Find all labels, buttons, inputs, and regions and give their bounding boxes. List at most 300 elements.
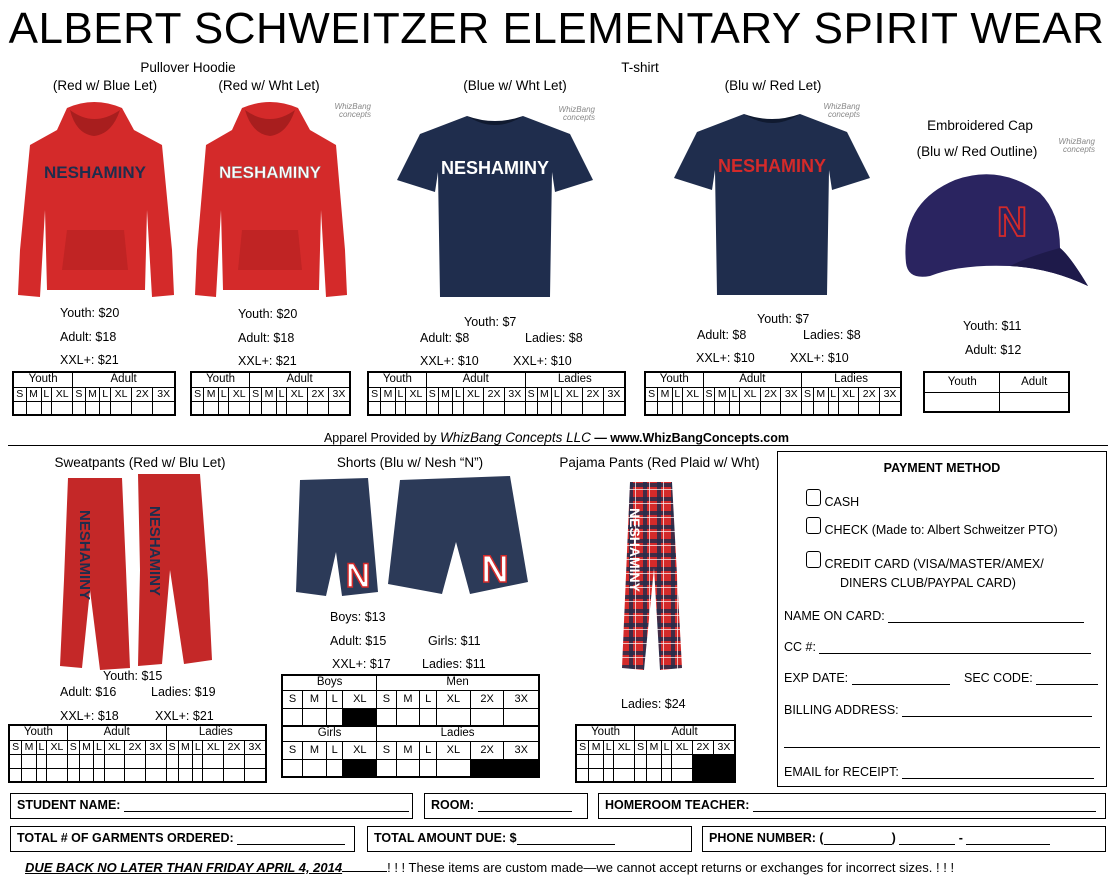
qty-cell[interactable] [145,768,166,782]
size-label: 2X [308,387,329,401]
sec-code-field[interactable] [964,671,1098,685]
homeroom-teacher-field[interactable] [598,793,1106,819]
qty-cell[interactable] [576,768,589,782]
cc-number-label: CC #: [784,640,816,654]
size-label: M [396,690,420,708]
qty-cell[interactable] [453,401,463,415]
shorts-size-table [281,674,540,778]
qty-cell[interactable] [537,401,552,415]
group-youth: Youth [191,372,250,387]
billing-address-line[interactable] [902,716,1092,717]
qty-cell[interactable] [224,754,245,768]
qty-cell[interactable] [52,401,73,415]
tshirt1-price-adult: Adult: $8 [420,331,470,345]
qty-cell[interactable] [328,401,350,415]
size-label: M [647,740,662,754]
tshirt1-price-xxl-ladies: XXL+: $10 [513,354,572,368]
group-youth: Youth [645,372,703,387]
qty-cell[interactable] [802,401,814,415]
qty-cell[interactable] [828,401,838,415]
qty-cell[interactable] [377,708,396,726]
qty-cell[interactable] [635,768,647,782]
qty-cell[interactable] [715,401,730,415]
room-line[interactable] [478,811,572,812]
qty-cell[interactable] [229,401,250,415]
homeroom-teacher-label: HOMEROOM TEACHER: [605,798,750,812]
size-label: M [381,387,396,401]
size-label: S [525,387,537,401]
tshirt-brand-text: NESHAMINY [717,156,827,176]
qty-cell[interactable] [562,401,583,415]
size-label: 2X [760,387,781,401]
total-amount-label: TOTAL AMOUNT DUE: $ [374,831,517,845]
check-label: CHECK (Made to: Albert Schweitzer PTO) [824,523,1058,537]
tshirt-blue-white-image [395,112,595,302]
size-label: 2X [484,387,505,401]
phone-prefix-line[interactable] [899,844,955,845]
cap-price-youth: Youth: $11 [963,319,1022,333]
qty-cell[interactable] [166,768,178,782]
size-label: S [191,387,204,401]
sweatpants-price-ladies: Ladies: $19 [151,685,216,699]
shorts-price-xxl: XXL+: $17 [332,657,391,671]
sweatpants-price-adult: Adult: $16 [60,685,117,699]
size-label: XL [436,690,470,708]
size-label: M [814,387,829,401]
qty-cell[interactable] [178,754,193,768]
hoodie-heading: Pullover Hoodie [140,60,236,75]
size-label: L [828,387,838,401]
qty-cell[interactable] [381,401,396,415]
qty-cell[interactable] [36,768,46,782]
phone-number-field[interactable] [702,826,1106,852]
qty-cell[interactable] [672,768,693,782]
shorts-image [290,472,530,602]
total-garments-line[interactable] [237,844,345,845]
qty-cell[interactable] [406,401,427,415]
qty-cell[interactable] [781,401,802,415]
billing-address-field[interactable] [784,703,1092,717]
name-on-card-field[interactable] [784,609,1084,623]
phone-area-line[interactable] [824,844,892,845]
size-label: S [645,387,658,401]
qty-cell[interactable] [9,768,22,782]
size-label: 3X [244,740,266,754]
pajama-price-ladies: Ladies: $24 [621,697,686,711]
email-field[interactable] [784,765,1094,779]
qty-cell[interactable] [303,759,327,777]
section-divider [8,445,1108,446]
qty-cell[interactable] [504,401,525,415]
qty-cell[interactable] [276,401,286,415]
tshirt-variant-2: (Blu w/ Red Let) [724,78,822,93]
qty-cell[interactable] [438,401,453,415]
qty-cell[interactable] [47,754,68,768]
cap-letter: N [996,198,1028,245]
qty-cell[interactable] [603,401,625,415]
phone-line-number[interactable] [966,844,1050,845]
qty-cell[interactable] [436,708,470,726]
credit-card-label-2: DINERS CLUB/PAYPAL CARD) [840,576,1016,590]
size-label: XL [682,387,703,401]
total-amount-line[interactable] [517,844,615,845]
qty-cell[interactable] [47,768,68,782]
cap-price-adult: Adult: $12 [965,343,1022,357]
qty-cell[interactable] [682,401,703,415]
sweatpants-heading: Sweatpants (Red w/ Blu Let) [54,455,226,470]
cap-size-table [923,371,1070,413]
size-label: 3X [781,387,802,401]
tshirt1-size-table [367,371,626,416]
qty-cell[interactable] [730,401,740,415]
size-label: M [303,741,327,759]
size-label: M [438,387,453,401]
qty-cell[interactable] [94,768,104,782]
qty-cell[interactable] [244,768,266,782]
size-label: M [589,740,604,754]
qty-cell[interactable] [166,754,178,768]
group-adult: Adult [1000,372,1069,392]
size-label: 3X [153,387,175,401]
qty-cell[interactable] [859,401,880,415]
qty-cell[interactable] [603,768,613,782]
qty-cell[interactable] [647,754,662,768]
size-label: M [715,387,730,401]
qty-cell[interactable] [22,768,37,782]
homeroom-teacher-line[interactable] [753,811,1096,812]
size-label: XL [614,740,635,754]
qty-cell[interactable] [218,401,228,415]
sec-code-line[interactable] [1036,684,1098,685]
size-label: 2X [132,387,153,401]
room-field[interactable] [424,793,588,819]
hoodie2-price-adult: Adult: $18 [238,331,295,345]
size-label: L [603,740,613,754]
tshirt-variant-1: (Blue w/ Wht Let) [463,78,567,93]
student-name-label: STUDENT NAME: [17,798,121,812]
qty-cell[interactable] [79,768,94,782]
shorts-price-adult: Adult: $15 [330,634,387,648]
watermark: WhizBang concepts [823,102,860,119]
unavailable-cell [504,759,539,777]
group-men: Men [377,675,539,690]
qty-cell[interactable] [658,401,673,415]
qty-cell[interactable] [589,754,604,768]
size-label: L [326,690,343,708]
hoodie1-price-xxl: XXL+: $21 [60,353,119,367]
size-label: S [368,387,381,401]
qty-cell[interactable] [879,401,901,415]
qty-cell[interactable] [672,401,682,415]
qty-cell[interactable] [41,401,51,415]
qty-cell[interactable] [924,392,1000,412]
size-label: XL [287,387,308,401]
qty-cell[interactable] [67,754,79,768]
qty-cell[interactable] [672,754,693,768]
unavailable-cell [713,768,735,782]
qty-cell[interactable] [470,708,504,726]
cc-number-line[interactable] [819,653,1091,654]
exp-date-label: EXP DATE: [784,671,849,685]
page-title: ALBERT SCHWEITZER ELEMENTARY SPIRIT WEAR [8,4,1105,53]
qty-cell[interactable] [583,401,604,415]
qty-cell[interactable] [760,401,781,415]
qty-cell[interactable] [635,754,647,768]
credit-url: — www.WhizBangConcepts.com [590,431,790,445]
tshirt2-size-table [644,371,902,416]
size-label: 3X [145,740,166,754]
size-label: L [730,387,740,401]
qty-cell[interactable] [614,754,635,768]
unavailable-cell [343,708,377,726]
size-label: XL [436,741,470,759]
qty-cell[interactable] [22,754,37,768]
size-label: S [635,740,647,754]
qty-cell[interactable] [104,754,125,768]
unavailable-cell [693,754,714,768]
qty-cell[interactable] [377,759,396,777]
size-label: XL [203,740,224,754]
qty-cell[interactable] [308,401,329,415]
qty-cell[interactable] [463,401,484,415]
qty-cell[interactable] [603,754,613,768]
pajama-heading: Pajama Pants (Red Plaid w/ Wht) [559,455,760,470]
qty-cell[interactable] [125,754,146,768]
qty-cell[interactable] [326,708,343,726]
sweatpants-price-xxl-ladies: XXL+: $21 [155,709,214,723]
qty-cell[interactable] [26,401,41,415]
qty-cell[interactable] [396,708,420,726]
size-label: L [326,741,343,759]
credit-company: WhizBang Concepts LLC [440,430,591,445]
size-label: M [26,387,41,401]
hoodie1-size-table [12,371,176,416]
size-label: 2X [470,690,504,708]
size-label: 2X [470,741,504,759]
qty-cell[interactable] [262,401,277,415]
qty-cell[interactable] [110,401,131,415]
qty-cell[interactable] [552,401,562,415]
size-label: M [79,740,94,754]
qty-cell[interactable] [426,401,438,415]
shorts-price-boys: Boys: $13 [330,610,386,624]
qty-cell[interactable] [250,401,262,415]
qty-cell[interactable] [661,768,671,782]
size-label: XL [104,740,125,754]
qty-cell[interactable] [303,708,327,726]
unavailable-cell [713,754,735,768]
hoodie-variant-2: (Red w/ Wht Let) [218,78,320,93]
tshirt2-price-xxl: XXL+: $10 [696,351,755,365]
qty-cell[interactable] [94,754,104,768]
hoodie2-price-xxl: XXL+: $21 [238,354,297,368]
tshirt2-price-ladies: Ladies: $8 [803,328,861,342]
sec-code-label: SEC CODE: [964,671,1033,685]
qty-cell[interactable] [396,759,420,777]
qty-cell[interactable] [1000,392,1069,412]
qty-cell[interactable] [153,401,175,415]
student-name-line[interactable] [124,811,409,812]
qty-cell[interactable] [645,401,658,415]
qty-cell[interactable] [282,708,303,726]
qty-cell[interactable] [36,754,46,768]
room-label: ROOM: [431,798,475,812]
sweatpants-brand-text: NESHAMINY [146,506,163,597]
qty-cell[interactable] [145,754,166,768]
sweatpants-image [60,470,220,675]
size-label: XL [229,387,250,401]
qty-cell[interactable] [9,754,22,768]
group-adult: Adult [426,372,525,387]
size-label: L [193,740,203,754]
cc-number-field[interactable] [784,640,1091,654]
qty-cell[interactable] [282,759,303,777]
size-label: XL [47,740,68,754]
size-label: M [658,387,673,401]
qty-cell[interactable] [647,768,662,782]
qty-cell[interactable] [13,401,26,415]
name-on-card-line[interactable] [888,622,1084,623]
hoodie-red-blue-image [12,100,177,300]
size-label: S [426,387,438,401]
qty-cell[interactable] [224,768,245,782]
unavailable-cell [343,759,377,777]
sweatpants-brand-text: NESHAMINY [76,510,93,601]
pajama-image [610,478,685,673]
qty-cell[interactable] [838,401,859,415]
credit-prefix: Apparel Provided by [323,431,441,445]
shorts-letter: N [481,549,509,591]
email-line[interactable] [902,778,1094,779]
qty-cell[interactable] [104,768,125,782]
student-name-field[interactable] [10,793,413,819]
total-garments-field[interactable] [10,826,355,852]
cap-variant: (Blu w/ Red Outline) [916,144,1038,159]
qty-cell[interactable] [132,401,153,415]
size-label: XL [343,741,377,759]
credit-card-label: CREDIT CARD (VISA/MASTER/AMEX/ [824,557,1044,571]
qty-cell[interactable] [436,759,470,777]
qty-cell[interactable] [203,768,224,782]
qty-cell[interactable] [589,768,604,782]
qty-cell[interactable] [614,768,635,782]
pajama-brand-text: NESHAMINY [627,508,643,593]
credit-card-option[interactable] [806,551,1044,571]
tshirt-heading: T-shirt [621,60,659,75]
check-option[interactable] [806,517,1058,537]
hoodie-brand-text: NESHAMINY [218,163,322,182]
qty-cell[interactable] [740,401,761,415]
qty-cell[interactable] [193,768,203,782]
tshirt2-price-adult: Adult: $8 [697,328,747,342]
qty-cell[interactable] [661,754,671,768]
group-adult: Adult [703,372,802,387]
credit-card-checkbox[interactable] [806,551,821,568]
size-label: M [85,387,100,401]
size-label: XL [52,387,73,401]
phone-dash: - [958,831,963,845]
email-label: EMAIL for RECEIPT: [784,765,899,779]
group-youth: Youth [9,725,67,740]
qty-cell[interactable] [178,768,193,782]
size-label: L [94,740,104,754]
exp-date-field[interactable] [784,671,950,685]
qty-cell[interactable] [368,401,381,415]
size-label: M [537,387,552,401]
unavailable-cell [470,759,504,777]
group-adult: Adult [73,372,175,387]
qty-cell[interactable] [203,754,224,768]
size-label: S [282,690,303,708]
qty-cell[interactable] [576,754,589,768]
group-adult: Adult [635,725,735,740]
cash-checkbox[interactable] [806,489,821,506]
tshirt1-price-xxl: XXL+: $10 [420,354,479,368]
size-label: M [204,387,219,401]
tshirt1-price-ladies: Ladies: $8 [525,331,583,345]
size-label: L [100,387,110,401]
qty-cell[interactable] [67,768,79,782]
cash-option[interactable] [806,489,859,509]
group-ladies: Ladies [525,372,625,387]
size-label: XL [672,740,693,754]
size-label: 3X [504,387,525,401]
qty-cell[interactable] [204,401,219,415]
qty-cell[interactable] [287,401,308,415]
size-label: 3X [603,387,625,401]
group-adult: Adult [67,725,166,740]
no-returns-notice: ! ! ! These items are custom made—we cannot accept returns or exchanges for incorrect sizes. ! ! ! [387,860,955,875]
qty-cell[interactable] [244,754,266,768]
shorts-price-girls: Girls: $11 [428,634,481,648]
check-checkbox[interactable] [806,517,821,534]
qty-cell[interactable] [484,401,505,415]
qty-cell[interactable] [125,768,146,782]
size-label: S [67,740,79,754]
total-amount-field[interactable] [367,826,692,852]
size-label: L [276,387,286,401]
size-label: L [218,387,228,401]
qty-cell[interactable] [73,401,85,415]
size-label: S [802,387,814,401]
tshirt-brand-text: NESHAMINY [440,158,550,178]
group-boys: Boys [282,675,377,690]
qty-cell[interactable] [420,759,437,777]
exp-date-line[interactable] [852,684,950,685]
shorts-letter: N [345,557,371,595]
size-label: 2X [125,740,146,754]
qty-cell[interactable] [703,401,715,415]
qty-cell[interactable] [79,754,94,768]
qty-cell[interactable] [395,401,405,415]
billing-address-line-2[interactable] [784,734,1100,748]
qty-cell[interactable] [326,759,343,777]
hoodie2-price-youth: Youth: $20 [238,307,298,321]
qty-cell[interactable] [420,708,437,726]
qty-cell[interactable] [100,401,110,415]
sweatpants-price-youth: Youth: $15 [103,669,163,683]
qty-cell[interactable] [85,401,100,415]
hoodie-red-white-image [190,100,350,300]
size-label: XL [740,387,761,401]
qty-cell[interactable] [191,401,204,415]
qty-cell[interactable] [504,708,539,726]
hoodie2-size-table [190,371,351,416]
qty-cell[interactable] [525,401,537,415]
qty-cell[interactable] [814,401,829,415]
size-label: L [36,740,46,754]
qty-cell[interactable] [193,754,203,768]
